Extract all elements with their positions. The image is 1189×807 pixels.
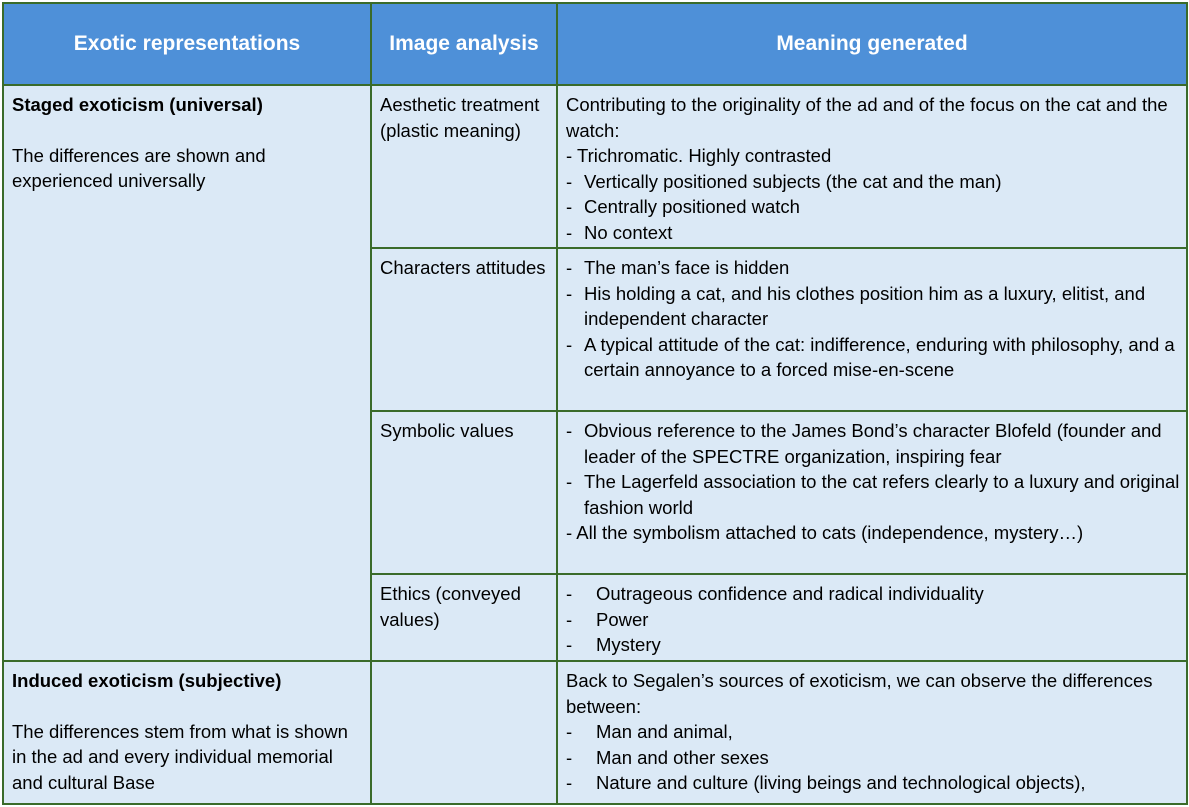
header-meaning-generated: Meaning generated: [557, 3, 1187, 85]
list-item: - The Lagerfeld association to the cat refers clearly to a luxury and original fashion world: [566, 469, 1180, 520]
meaning-induced-list: [566, 719, 1180, 796]
list-item: - Obvious reference to the James Bond’s character Blofeld (founder and leader of the SPECTRE organization, inspiring fear: [566, 418, 1180, 469]
analysis-symbolic: Symbolic values: [371, 411, 557, 574]
meaning-aesthetic-list: [566, 169, 1180, 246]
table-row-induced: [3, 661, 1187, 804]
induced-exoticism-cell: [3, 661, 371, 804]
analysis-induced: [371, 661, 557, 804]
meaning-symbolic-last: - All the symbolism attached to cats (independence, mystery…): [566, 522, 1084, 543]
list-item: - A typical attitude of the cat: indifference, enduring with philosophy, and a certain annoyance to a forced mise-en-scene: [566, 332, 1180, 383]
analysis-ethics: Ethics (conveyed values): [371, 574, 557, 661]
list-item: - Centrally positioned watch: [566, 194, 1180, 220]
analysis-aesthetic: Aesthetic treatment (plastic meaning): [371, 85, 557, 248]
table-row-aesthetic: [3, 85, 1187, 248]
list-item: - Vertically positioned subjects (the cat and the man): [566, 169, 1180, 195]
header-exotic-representations: Exotic representations: [3, 3, 371, 85]
staged-exoticism-title: Staged exoticism (universal): [12, 94, 263, 115]
induced-exoticism-desc: The differences stem from what is shown in the ad and every individual memorial and cultural Base: [12, 720, 348, 793]
list-item: - His holding a cat, and his clothes position him as a luxury, elitist, and independent character: [566, 281, 1180, 332]
exoticism-table: [2, 2, 1188, 805]
list-item: - Man and other sexes: [566, 745, 1180, 771]
meaning-induced-intro: Back to Segalen’s sources of exoticism, we can observe the differences between:: [566, 670, 1153, 717]
meaning-characters: [557, 248, 1187, 411]
induced-exoticism-title: Induced exoticism (subjective): [12, 670, 282, 691]
header-image-analysis: Image analysis: [371, 3, 557, 85]
list-item: - Mystery: [566, 632, 1180, 658]
meaning-induced: [557, 661, 1187, 804]
header-row: [3, 3, 1187, 85]
meaning-ethics-list: [566, 581, 1180, 658]
list-item: - Power: [566, 607, 1180, 633]
meaning-aesthetic-first: - Trichromatic. Highly contrasted: [566, 145, 832, 166]
meaning-characters-list: [566, 255, 1180, 383]
meaning-symbolic: [557, 411, 1187, 574]
staged-exoticism-cell: [3, 85, 371, 661]
list-item: - Man and animal,: [566, 719, 1180, 745]
meaning-aesthetic-intro: Contributing to the originality of the ad and of the focus on the cat and the watch:: [566, 94, 1168, 141]
meaning-ethics: [557, 574, 1187, 661]
staged-exoticism-desc: The differences are shown and experienced universally: [12, 144, 266, 191]
list-item: - No context: [566, 220, 1180, 246]
list-item: - Nature and culture (living beings and technological objects),: [566, 770, 1180, 796]
analysis-characters: Characters attitudes: [371, 248, 557, 411]
list-item: - The man’s face is hidden: [566, 255, 1180, 281]
meaning-symbolic-list: [566, 418, 1180, 520]
meaning-aesthetic: [557, 85, 1187, 248]
list-item: - Outrageous confidence and radical individuality: [566, 581, 1180, 607]
